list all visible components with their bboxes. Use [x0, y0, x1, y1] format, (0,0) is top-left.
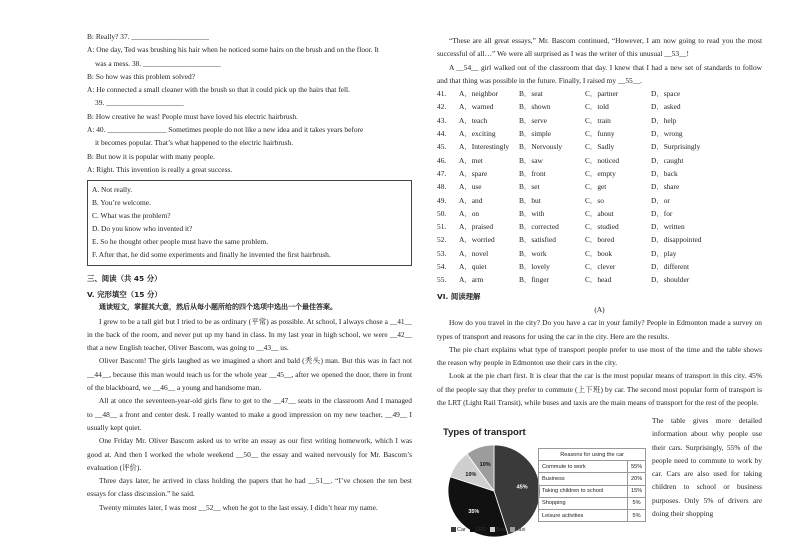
question-option: C．book	[585, 248, 613, 258]
question-option: B．finger	[519, 275, 549, 285]
option-item: D. Do you know who invented it?	[92, 223, 193, 233]
reason-label: Shopping	[539, 497, 628, 509]
reasons-table-row	[539, 473, 646, 485]
question-option: B．serve	[519, 115, 547, 125]
question-option: B．shown	[519, 102, 551, 112]
question-option: A．praised	[459, 222, 494, 232]
question-option: B．seat	[519, 89, 543, 99]
question-option: A．spare	[459, 168, 488, 178]
reasons-table-row	[539, 497, 646, 509]
question-option: D．written	[651, 222, 685, 232]
question-option: D．share	[651, 182, 680, 192]
question-row	[437, 140, 711, 153]
reason-label: Taking children to school	[539, 485, 628, 497]
question-option: C．noticed	[585, 155, 620, 165]
question-option: D．wrong	[651, 129, 683, 139]
passage-paragraph: “These are all great essays,” Mr. Bascom continued, “However, I am now going to read you the most successful of all…” We were all surprised as I was the writer of this unusual __53__!	[437, 36, 762, 59]
question-number: 50.	[437, 208, 447, 218]
pie-data-label: 10%	[479, 461, 491, 468]
question-option: B．simple	[519, 129, 552, 139]
question-option: D．for	[651, 208, 673, 218]
question-number: 42.	[437, 102, 447, 112]
question-number: 54.	[437, 262, 447, 272]
question-row	[437, 194, 711, 207]
passage-paragraph: A __54__ girl walked out of the classroom that day. I knew that I had a new set of standards to follow and that thing was possible in the future. Finally, I raised my __55__.	[437, 62, 762, 85]
question-option: A．teach	[459, 115, 488, 125]
question-option: A．warned	[459, 102, 494, 112]
question-row	[437, 273, 711, 286]
question-number: 48.	[437, 182, 447, 192]
reading-paragraph: How do you travel in the city? Do you have a car in your family? People in Edmonton made a survey on types of transport and reasons for using the car in the city. Here are the results.	[437, 318, 762, 341]
question-option: C．partner	[585, 89, 619, 99]
question-option: B．set	[519, 182, 540, 192]
reading-paragraph: Look at the pie chart first. It is clear that the car is the most popular means of transport in this city. 45% of the people say that they prefer to commute (上下班) by car. The second most popular form of transport is the LRT (Light Rail Transit), while buses and taxis are the main means of transport for the rest of the people.	[437, 371, 762, 408]
question-option: A．arm	[459, 275, 484, 285]
legend-item	[470, 527, 486, 533]
reasons-table-row	[539, 485, 646, 497]
option-item: F. After that, he did some experiments and finally he invented the first hairbrush.	[92, 249, 331, 259]
option-item: B. You’re welcome.	[92, 198, 151, 208]
question-option: A．on	[459, 208, 480, 218]
question-option: B．with	[519, 208, 545, 218]
legend-item	[510, 527, 526, 533]
question-row	[437, 100, 711, 113]
question-option: D．help	[651, 115, 677, 125]
question-number: 51.	[437, 222, 447, 232]
question-number: 44.	[437, 129, 447, 139]
legend-swatch	[451, 527, 456, 532]
question-option: C．about	[585, 208, 614, 218]
question-option: C．empty	[585, 168, 616, 178]
left-column	[87, 30, 412, 514]
reason-label: Leisure activities	[539, 509, 628, 521]
option-item: C. What was the problem?	[92, 211, 171, 221]
question-row	[437, 247, 711, 260]
question-number: 43.	[437, 115, 447, 125]
question-row	[437, 207, 711, 220]
question-option: C．funny	[585, 129, 615, 139]
dialog-line: it becomes popular. That’s what happened to the electric hairbrush.	[95, 138, 293, 148]
options-box	[87, 180, 412, 265]
question-option: D．disappointed	[651, 235, 702, 245]
reasons-table-row	[539, 509, 646, 521]
question-option: B．front	[519, 168, 546, 178]
reasons-table	[538, 448, 646, 522]
question-option: C．told	[585, 102, 609, 112]
dialog-line: A: Right. This invention is really a great success.	[87, 164, 233, 174]
dialog-line: B: So how was this problem solved?	[87, 71, 195, 81]
question-number: 52.	[437, 235, 447, 245]
dialog-line: B: How creative he was! People must have loved his electric hairbrush.	[87, 111, 298, 121]
section-heading-reading: 三、阅读（共 45 分）	[87, 273, 162, 283]
dialog-line: was a mess. 38. _____________________	[95, 58, 221, 68]
right-column	[437, 34, 762, 409]
dialog-line: B: Really? 37. _____________________	[87, 32, 209, 41]
question-option: A．Interestingly	[459, 142, 510, 152]
reason-value: 15%	[628, 485, 646, 497]
question-option: A．exciting	[459, 129, 496, 139]
question-number: 46.	[437, 155, 447, 165]
section-heading-cloze: V. 完形填空（15 分）	[87, 290, 162, 299]
question-option: D．or	[651, 195, 670, 205]
legend-swatch	[510, 527, 515, 532]
instruction-text: 通读短文，掌握其大意，然后从每小题所给的四个选项中选出一个最佳答案。	[99, 303, 337, 312]
question-option: B．lovely	[519, 262, 550, 272]
passage-paragraph: Twenty minutes later, I was most __52__ when he got to the last essay. I didn’t hear my name.	[99, 502, 378, 512]
reason-value: 5%	[628, 509, 646, 521]
question-option: A．worried	[459, 235, 495, 245]
question-option: D．play	[651, 248, 677, 258]
question-number: 47.	[437, 168, 447, 178]
passage-paragraph: One Friday Mr. Oliver Bascom asked us to write an essay as our first writing homework, which I was good at. And then I worked the whole weekend __50__ the essay and waited nervously for Mr. Bascom’s evaluation (评价).	[87, 436, 412, 472]
reasons-table-header: Reasons for using the car	[539, 449, 646, 461]
question-option: C．Sadly	[585, 142, 615, 152]
question-option: D．back	[651, 168, 678, 178]
question-number: 45.	[437, 142, 447, 152]
question-option: A．novel	[459, 248, 489, 258]
part-label: (A)	[594, 304, 605, 314]
option-item: E. So he thought other people must have the same problem.	[92, 236, 269, 246]
reason-value: 55%	[628, 461, 646, 473]
question-option: A．and	[459, 195, 483, 205]
passage-paragraph: Oliver Bascom! The girls laughed as we imagined a short and bald (秃头) man. But this was in fact not __44__, because this man would teach us for the whole year __45__, after we opened the door, there in front of the blackboard, we __46__ a young and handsome man.	[87, 356, 412, 393]
question-option: B．saw	[519, 155, 543, 165]
reason-label: Commute to work	[539, 461, 628, 473]
reason-value: 5%	[628, 497, 646, 509]
question-option: B．satisfied	[519, 235, 556, 245]
reading-paragraph: The pie chart explains what type of transport people prefer to use most of the time and the table shows the reason why people in Edmonton use their cars in the city.	[437, 344, 762, 368]
question-option: A．quiet	[459, 262, 487, 272]
pie-data-label: 45%	[516, 484, 528, 491]
question-option: C．studied	[585, 222, 619, 232]
legend-label: Bus	[496, 527, 506, 533]
reason-label: Business	[539, 473, 628, 485]
question-option: C．clever	[585, 262, 616, 272]
question-row	[437, 260, 711, 273]
passage-paragraph: Three days later, he arrived in class holding the papers that he had __51__. “I’ve chosen the ten best essays for class discussion.” he said.	[87, 476, 412, 499]
question-option: B．work	[519, 248, 547, 258]
question-row	[437, 220, 711, 233]
pie-legend	[451, 527, 529, 533]
dialog-line: 39. _____________________	[95, 98, 184, 108]
question-option: D．different	[651, 262, 690, 272]
question-row	[437, 127, 711, 140]
legend-item	[490, 527, 505, 533]
question-option: A．use	[459, 182, 482, 192]
question-option: A．met	[459, 155, 483, 165]
question-options-table	[437, 87, 711, 286]
legend-label: LRT	[475, 527, 487, 533]
passage-paragraph: All at once the seventeen-year-old girls flew to get to the __47__ seats in the classroom And I managed to __48__ a front and center desk. I really wanted to make a good impression on my new teacher, __49__ I usually kept quiet.	[87, 396, 412, 432]
question-option: A．neighbor	[459, 89, 498, 99]
question-option: D．asked	[651, 102, 681, 112]
question-option: D．space	[651, 89, 681, 99]
question-option: C．so	[585, 195, 604, 205]
legend-swatch	[490, 527, 495, 532]
pie-data-label: 35%	[468, 509, 480, 516]
legend-label: Car	[457, 527, 466, 533]
question-option: D．Surprisingly	[651, 142, 701, 152]
question-number: 53.	[437, 248, 447, 258]
question-row	[437, 87, 711, 100]
question-option: C．get	[585, 182, 607, 192]
question-option: D．shoulder	[651, 275, 690, 285]
question-option: C．train	[585, 115, 611, 125]
legend-swatch	[470, 527, 475, 532]
question-option: B．corrected	[519, 222, 559, 232]
dialog-line: A: 40. ________________ Sometimes people do not like a new idea and it takes years before	[87, 125, 364, 135]
question-option: C．bored	[585, 235, 615, 245]
question-number: 41.	[437, 89, 447, 99]
question-row	[437, 233, 711, 246]
question-row	[437, 154, 711, 167]
question-row	[437, 114, 711, 127]
question-option: B．but	[519, 195, 541, 205]
option-item: A. Not really.	[92, 185, 133, 195]
question-option: D．caught	[651, 155, 684, 165]
passage-paragraph: I grew to be a tall girl but I tried to be as ordinary (平常) as possible. At school, I always chose a __41__ in the back of the room, and never put up my hand in class. In my last year in high school, we were __42__ that a new English teacher, Oliver Bascom, was going to __43__ us.	[87, 316, 412, 353]
question-option: B．Nervously	[519, 142, 563, 152]
dialog-line: B: But now it is popular with many people.	[87, 151, 215, 161]
side-paragraph: The table gives more detailed information about why people use their cars. Surprisingly, 55% of the people need to commute to work by car. Cars are also used for taking children to school or business purposes. Only 5% of drivers are doing their shopping	[652, 416, 762, 519]
question-row	[437, 167, 711, 180]
legend-label: Taxi	[515, 527, 526, 533]
reasons-table-row	[539, 461, 646, 473]
reason-value: 20%	[628, 473, 646, 485]
dialog-line: A: One day, Ted was brushing his hair when he noticed some hairs on the brush and on the floor. It	[87, 45, 379, 55]
pie-data-label: 10%	[465, 472, 477, 479]
section-heading-reading-comprehension: VI. 阅读理解	[437, 291, 481, 301]
chart-title: Types of transport	[443, 427, 526, 438]
pie-chart	[444, 441, 544, 541]
question-number: 49.	[437, 195, 447, 205]
question-number: 55.	[437, 275, 447, 285]
question-row	[437, 180, 711, 193]
question-option: C．head	[585, 275, 612, 285]
legend-item	[451, 527, 466, 533]
dialog-line: A: He connected a small cleaner with the brush so that it could pick up the hairs that fell.	[87, 85, 350, 95]
